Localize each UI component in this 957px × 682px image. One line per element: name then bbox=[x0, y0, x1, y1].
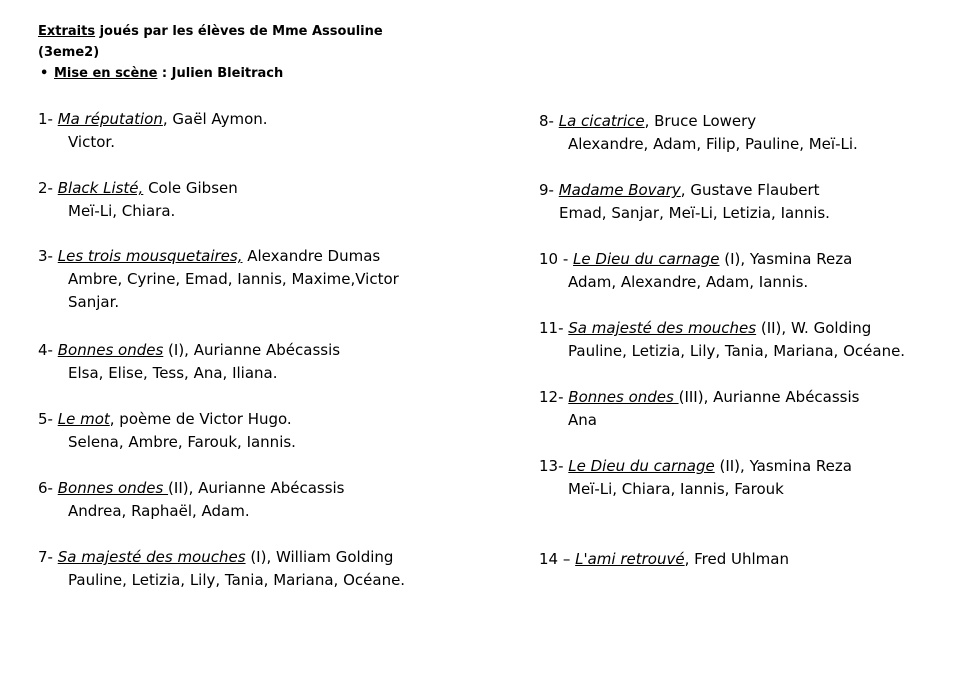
header-class: (3eme2) bbox=[38, 45, 100, 60]
entry-author: (II), Yasmina Reza bbox=[714, 457, 852, 475]
list-item bbox=[539, 179, 830, 225]
entry-title: Le Dieu du carnage bbox=[568, 457, 715, 475]
list-item bbox=[539, 548, 789, 571]
entry-cast: Elsa, Elise, Tess, Ana, Iliana. bbox=[68, 364, 278, 382]
entry-author: , Fred Uhlman bbox=[684, 550, 789, 568]
entry-number: 2- bbox=[38, 179, 58, 197]
entry-number: 10 - bbox=[539, 250, 574, 268]
entry-title: Sa majesté des mouches bbox=[568, 319, 757, 337]
entry-heading bbox=[38, 408, 296, 431]
entry-author: (II), Aurianne Abécassis bbox=[168, 479, 345, 497]
header-title-line bbox=[38, 21, 383, 42]
list-item bbox=[539, 386, 859, 432]
entry-cast: Meï-Li, Chiara. bbox=[68, 202, 176, 220]
entry-title: Bonnes ondes bbox=[57, 479, 169, 497]
entry-author: , Gustave Flaubert bbox=[680, 181, 820, 199]
entry-cast: Andrea, Raphaël, Adam. bbox=[68, 502, 250, 520]
entry-cast: Pauline, Letizia, Lily, Tania, Mariana, Océane. bbox=[568, 342, 906, 360]
entry-number: 14 – bbox=[539, 550, 576, 568]
list-item bbox=[38, 477, 345, 523]
entry-heading bbox=[38, 339, 340, 362]
entry-author: (II), W. Golding bbox=[756, 319, 872, 337]
entry-heading bbox=[38, 245, 399, 268]
entry-title: Black Listé, bbox=[57, 179, 144, 197]
entry-author: (I), Yasmina Reza bbox=[719, 250, 853, 268]
entry-cast: Selena, Ambre, Farouk, Iannis. bbox=[68, 433, 296, 451]
entry-number: 8- bbox=[539, 112, 559, 130]
staging-director: : Julien Bleitrach bbox=[157, 66, 284, 81]
list-item bbox=[38, 339, 340, 385]
list-item bbox=[539, 110, 858, 156]
entry-heading bbox=[539, 317, 905, 340]
entry-title: Ma réputation bbox=[57, 110, 163, 128]
entry-title: Bonnes ondes bbox=[568, 388, 679, 406]
entry-number: 11- bbox=[539, 319, 569, 337]
list-item bbox=[539, 455, 852, 501]
staging-label: Mise en scène bbox=[54, 66, 158, 81]
entry-cast: Adam, Alexandre, Adam, Iannis. bbox=[568, 273, 809, 291]
entry-author: (I), Aurianne Abécassis bbox=[163, 341, 341, 359]
list-item bbox=[38, 108, 268, 154]
entry-author: (I), William Golding bbox=[245, 548, 394, 566]
entry-title: Madame Bovary bbox=[558, 181, 681, 199]
list-item bbox=[38, 408, 296, 454]
list-item bbox=[539, 317, 905, 363]
entry-author: (III), Aurianne Abécassis bbox=[678, 388, 860, 406]
entry-author: Cole Gibsen bbox=[143, 179, 238, 197]
entry-title: Le Dieu du carnage bbox=[573, 250, 720, 268]
document-header bbox=[38, 21, 383, 84]
entry-cast: Emad, Sanjar, Meï-Li, Letizia, Iannis. bbox=[559, 204, 830, 222]
entry-number: 5- bbox=[38, 410, 58, 428]
entry-number: 4- bbox=[38, 341, 58, 359]
entry-number: 9- bbox=[539, 181, 559, 199]
entry-author: , poème de Victor Hugo. bbox=[109, 410, 292, 428]
entry-number: 6- bbox=[38, 479, 58, 497]
header-title-rest: joués par les élèves de Mme Assouline bbox=[95, 24, 383, 39]
entry-cast: Victor. bbox=[68, 133, 115, 151]
entry-title: L'ami retrouvé bbox=[575, 550, 685, 568]
entry-cast: Pauline, Letizia, Lily, Tania, Mariana, Océane. bbox=[68, 571, 406, 589]
entry-cast: Meï-Li, Chiara, Iannis, Farouk bbox=[568, 480, 784, 498]
list-item bbox=[38, 177, 238, 223]
entry-author: , Bruce Lowery bbox=[644, 112, 757, 130]
entry-title: Les trois mousquetaires, bbox=[57, 247, 243, 265]
header-staging-item bbox=[38, 63, 383, 84]
entry-title: Le mot bbox=[57, 410, 110, 428]
list-item bbox=[38, 245, 399, 314]
entry-author: , Gaël Aymon. bbox=[162, 110, 268, 128]
entry-number: 7- bbox=[38, 548, 58, 566]
entry-cast: Alexandre, Adam, Filip, Pauline, Meï-Li. bbox=[568, 135, 858, 153]
entry-heading bbox=[38, 108, 268, 131]
header-extraits: Extraits bbox=[38, 24, 96, 39]
entry-cast: Ana bbox=[568, 411, 597, 429]
entry-title: La cicatrice bbox=[558, 112, 645, 130]
entry-heading bbox=[539, 548, 789, 571]
entry-title: Bonnes ondes bbox=[57, 341, 164, 359]
entry-heading bbox=[539, 455, 852, 478]
entry-number: 1- bbox=[38, 110, 58, 128]
entry-cast: Ambre, Cyrine, Emad, Iannis, Maxime,Victor bbox=[68, 270, 399, 288]
entry-heading bbox=[539, 110, 858, 133]
list-item bbox=[539, 248, 852, 294]
entry-heading bbox=[539, 248, 852, 271]
entry-number: 13- bbox=[539, 457, 569, 475]
entry-title: Sa majesté des mouches bbox=[57, 548, 246, 566]
entry-heading bbox=[38, 177, 238, 200]
entry-cast: Sanjar. bbox=[68, 293, 120, 311]
entry-heading bbox=[539, 179, 830, 202]
list-item bbox=[38, 546, 405, 592]
entry-number: 12- bbox=[539, 388, 569, 406]
entry-number: 3- bbox=[38, 247, 58, 265]
entry-heading bbox=[539, 386, 859, 409]
entry-heading bbox=[38, 477, 345, 500]
entry-heading bbox=[38, 546, 405, 569]
entry-author: Alexandre Dumas bbox=[242, 247, 381, 265]
